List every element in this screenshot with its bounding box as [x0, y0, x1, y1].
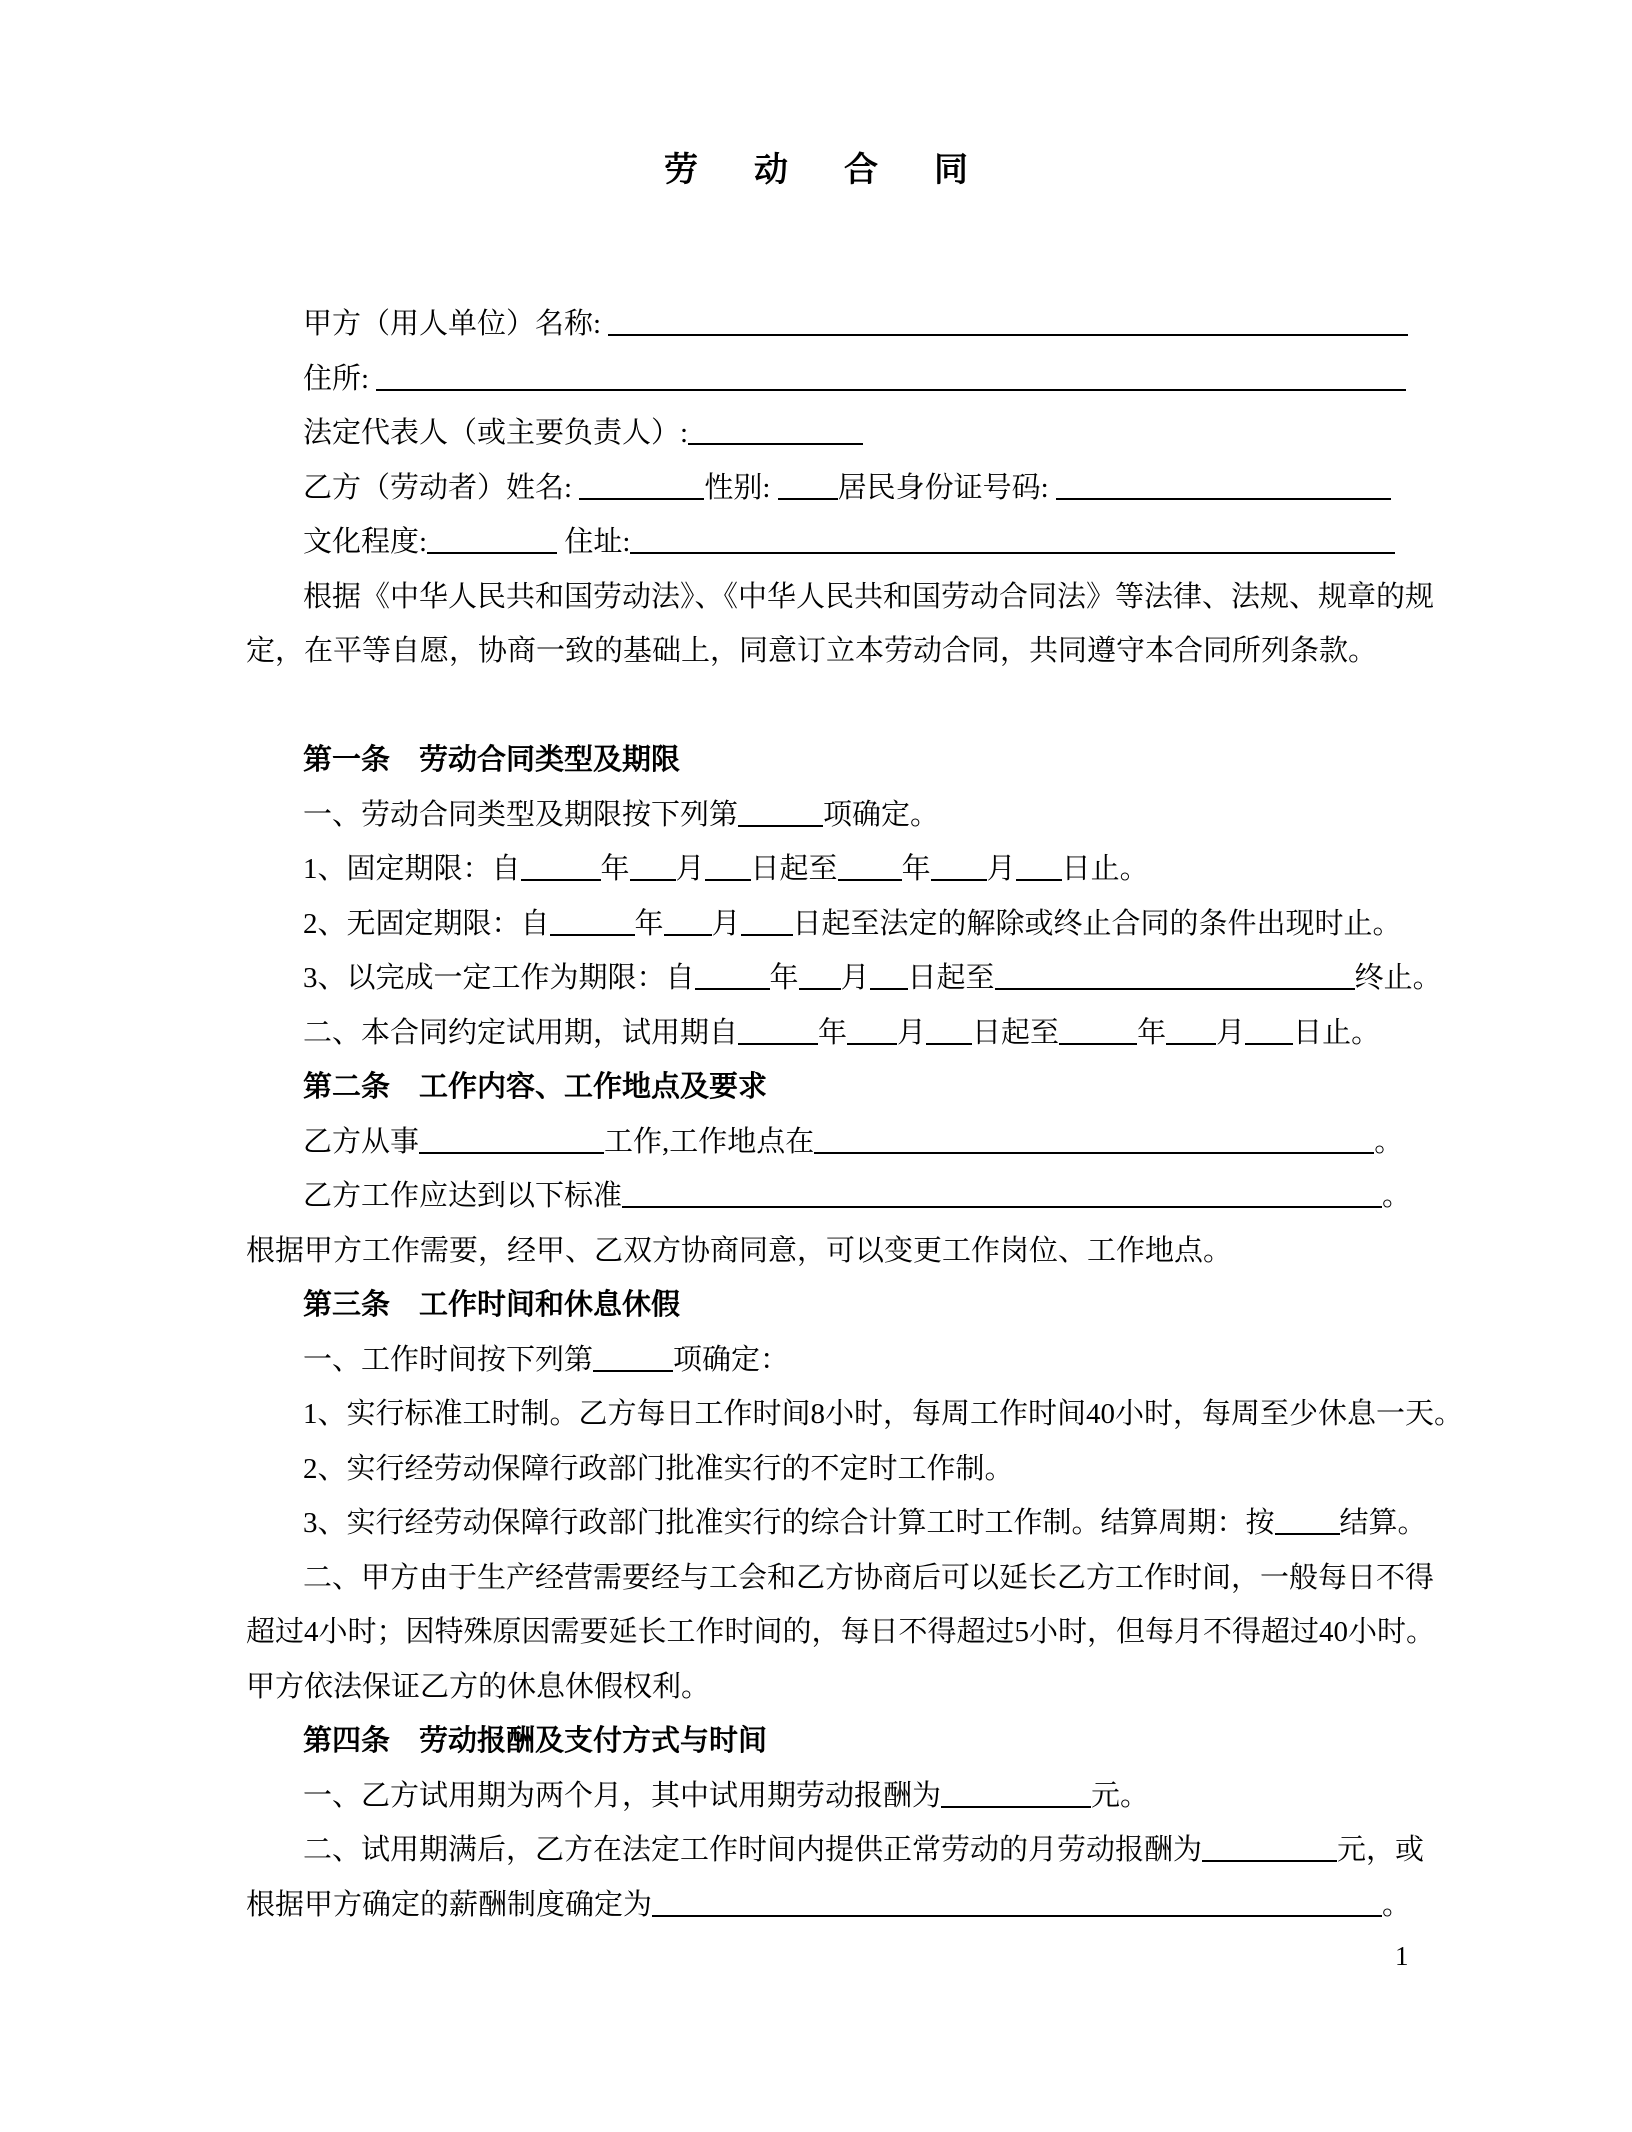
text-run: 根据《中华人民共和国劳动法》、《中华人民共和国劳动合同法》等法律、法规、规章的规	[303, 580, 1435, 613]
text-run: 一、劳动合同类型及期限按下列第	[303, 798, 739, 831]
text-run: 居民身份证号码:	[837, 471, 1056, 504]
document-line	[246, 788, 1432, 843]
text-run: 一、工作时间按下列第	[303, 1343, 594, 1376]
text-run: 。	[1382, 1180, 1412, 1212]
text-run: 年	[901, 853, 931, 885]
document-line	[246, 1823, 1432, 1878]
blank-field	[838, 850, 902, 881]
blank-field	[664, 905, 712, 936]
blank-field	[630, 850, 676, 881]
text-run: 定，在平等自愿，协商一致的基础上，同意订立本劳动合同，共同遵守本合同所列条款。	[246, 635, 1378, 667]
document-line	[246, 570, 1435, 625]
text-run: 1、实行标准工时制。乙方每日工作时间8小时，每周工作时间40小时，每周至少休息一天。	[303, 1398, 1464, 1430]
text-run: 住址:	[557, 526, 631, 558]
document-line	[246, 1442, 1432, 1497]
page-number: 1	[1395, 1941, 1409, 1971]
document-line	[246, 1769, 1432, 1824]
blank-field	[1245, 1014, 1293, 1045]
text-run: 根据甲方工作需要，经甲、乙双方协商同意，可以变更工作岗位、工作地点。	[246, 1234, 1233, 1267]
blank-field	[926, 1014, 972, 1045]
text-run: 1、固定期限：自	[303, 853, 521, 885]
section-heading	[246, 733, 1432, 788]
text-run: 甲方依法保证乙方的休息休假权利。	[246, 1670, 711, 1703]
document-line	[246, 352, 1432, 407]
blank-field	[799, 959, 841, 990]
blank-field	[705, 850, 751, 881]
blank-field	[870, 959, 908, 990]
text-run: 乙方（劳动者）姓名:	[303, 471, 580, 504]
text-run: 。	[1374, 1125, 1404, 1158]
section-heading	[246, 1714, 1432, 1769]
text-run: 甲方（用人单位）名称:	[303, 308, 609, 340]
blank-field	[931, 850, 987, 881]
text-run: 月	[897, 1016, 927, 1049]
text-run: 日起至	[907, 962, 995, 994]
blank-field	[593, 1341, 673, 1372]
document-line	[246, 1496, 1432, 1551]
blank-field	[814, 1123, 1374, 1154]
blank-field	[427, 523, 557, 554]
document-line	[246, 406, 1432, 461]
blank-field	[550, 905, 635, 936]
document-line	[246, 1605, 1436, 1660]
text-run: 第一条 劳动合同类型及期限	[303, 744, 681, 776]
blank-field	[738, 1014, 818, 1045]
text-run: 年	[1137, 1016, 1167, 1049]
text-run: 一、乙方试用期为两个月，其中试用期劳动报酬为	[303, 1779, 942, 1812]
text-run: 根据甲方确定的薪酬制度确定为	[246, 1888, 653, 1921]
text-run: 3、实行经劳动保障行政部门批准实行的综合计算工时工作制。结算周期：按	[303, 1507, 1275, 1539]
blank-field	[1016, 850, 1062, 881]
text-run: 性别:	[704, 471, 778, 504]
document-line	[246, 1006, 1432, 1061]
blank-field	[995, 959, 1355, 990]
text-run: 超过4小时；因特殊原因需要延长工作时间的，每日不得超过5小时，但每月不得超过40小时。	[246, 1616, 1436, 1648]
text-run: 日起至	[750, 853, 838, 885]
document-body	[246, 297, 1464, 1932]
blank-field	[579, 469, 704, 500]
document-line	[246, 1115, 1432, 1170]
text-run: 终止。	[1354, 962, 1442, 994]
blank-field	[741, 905, 793, 936]
text-run: 月	[711, 907, 741, 940]
text-run: 月	[1216, 1016, 1246, 1049]
text-run: 结算。	[1339, 1507, 1427, 1539]
text-run: 文化程度:	[303, 526, 428, 558]
text-run: 二、甲方由于生产经营需要经与工会和乙方协商后可以延长乙方工作时间，一般每日不得	[303, 1561, 1435, 1594]
blank-field	[695, 959, 770, 990]
document-line	[246, 297, 1432, 352]
section-heading	[246, 1060, 1432, 1115]
document-line	[246, 624, 1432, 679]
text-run: 年	[769, 962, 799, 994]
document-line	[246, 1878, 1432, 1933]
document-line	[246, 1551, 1435, 1606]
text-run: 二、本合同约定试用期，试用期自	[303, 1016, 739, 1049]
text-run: 元。	[1091, 1779, 1150, 1812]
text-run: 第二条 工作内容、工作地点及要求	[303, 1071, 768, 1103]
document-line	[246, 1387, 1464, 1442]
blank-field	[847, 1014, 897, 1045]
text-run: 月	[986, 853, 1016, 885]
text-run: 乙方从事	[303, 1125, 420, 1158]
text-run: 法定代表人（或主要负责人）:	[303, 417, 689, 449]
document-line	[246, 461, 1432, 516]
document-line	[246, 1660, 1432, 1715]
text-run: 第三条 工作时间和休息休假	[303, 1289, 681, 1321]
text-run: 乙方工作应达到以下标准	[303, 1180, 623, 1212]
text-run: 年	[818, 1016, 848, 1049]
blank-field	[1275, 1504, 1340, 1535]
blank-field	[1059, 1014, 1137, 1045]
text-run: 。	[1382, 1888, 1412, 1921]
text-run: 2、实行经劳动保障行政部门批准实行的不定时工作制。	[303, 1452, 1014, 1485]
document-title: 劳 动 合 同	[664, 152, 979, 189]
text-run: 月	[840, 962, 870, 994]
text-run: 日止。	[1293, 1016, 1381, 1049]
text-run: 日起至法定的解除或终止合同的条件出现时止。	[792, 907, 1402, 940]
text-run: 年	[600, 853, 630, 885]
blank-field	[1202, 1831, 1337, 1862]
blank-field	[376, 360, 1406, 391]
document-line	[246, 1333, 1432, 1388]
blank-field	[738, 796, 823, 827]
text-run: 二、试用期满后，乙方在法定工作时间内提供正常劳动的月劳动报酬为	[303, 1834, 1203, 1866]
text-run: 2、无固定期限：自	[303, 907, 550, 940]
document-line	[246, 1224, 1432, 1279]
blank-field	[1056, 469, 1391, 500]
blank-field	[1166, 1014, 1216, 1045]
text-run: 工作,工作地点在	[604, 1125, 815, 1158]
blank-field	[608, 305, 1408, 336]
text-run: 第四条 劳动报酬及支付方式与时间	[303, 1725, 768, 1757]
document-line	[246, 1169, 1432, 1224]
text-run: 月	[675, 853, 705, 885]
text-run: 日止。	[1061, 853, 1149, 885]
blank-field	[778, 469, 838, 500]
blank-field	[652, 1886, 1382, 1917]
blank-field	[521, 850, 601, 881]
text-run: 3、以完成一定工作为期限：自	[303, 962, 695, 994]
section-heading	[246, 1278, 1432, 1333]
blank-field	[622, 1177, 1382, 1208]
blank-field	[941, 1777, 1091, 1808]
text-run: 项确定。	[823, 798, 940, 831]
text-run: 项确定：	[673, 1343, 790, 1376]
text-run: 住所:	[303, 362, 377, 395]
text-run: 年	[634, 907, 664, 940]
blank-field	[630, 523, 1395, 554]
document-line	[246, 515, 1432, 570]
document-line	[246, 951, 1442, 1006]
text-run: 元，或	[1337, 1834, 1425, 1866]
document-line	[246, 842, 1432, 897]
blank-field	[419, 1123, 604, 1154]
document-line	[246, 897, 1432, 952]
text-run: 日起至	[972, 1016, 1060, 1049]
blank-field	[688, 414, 863, 445]
